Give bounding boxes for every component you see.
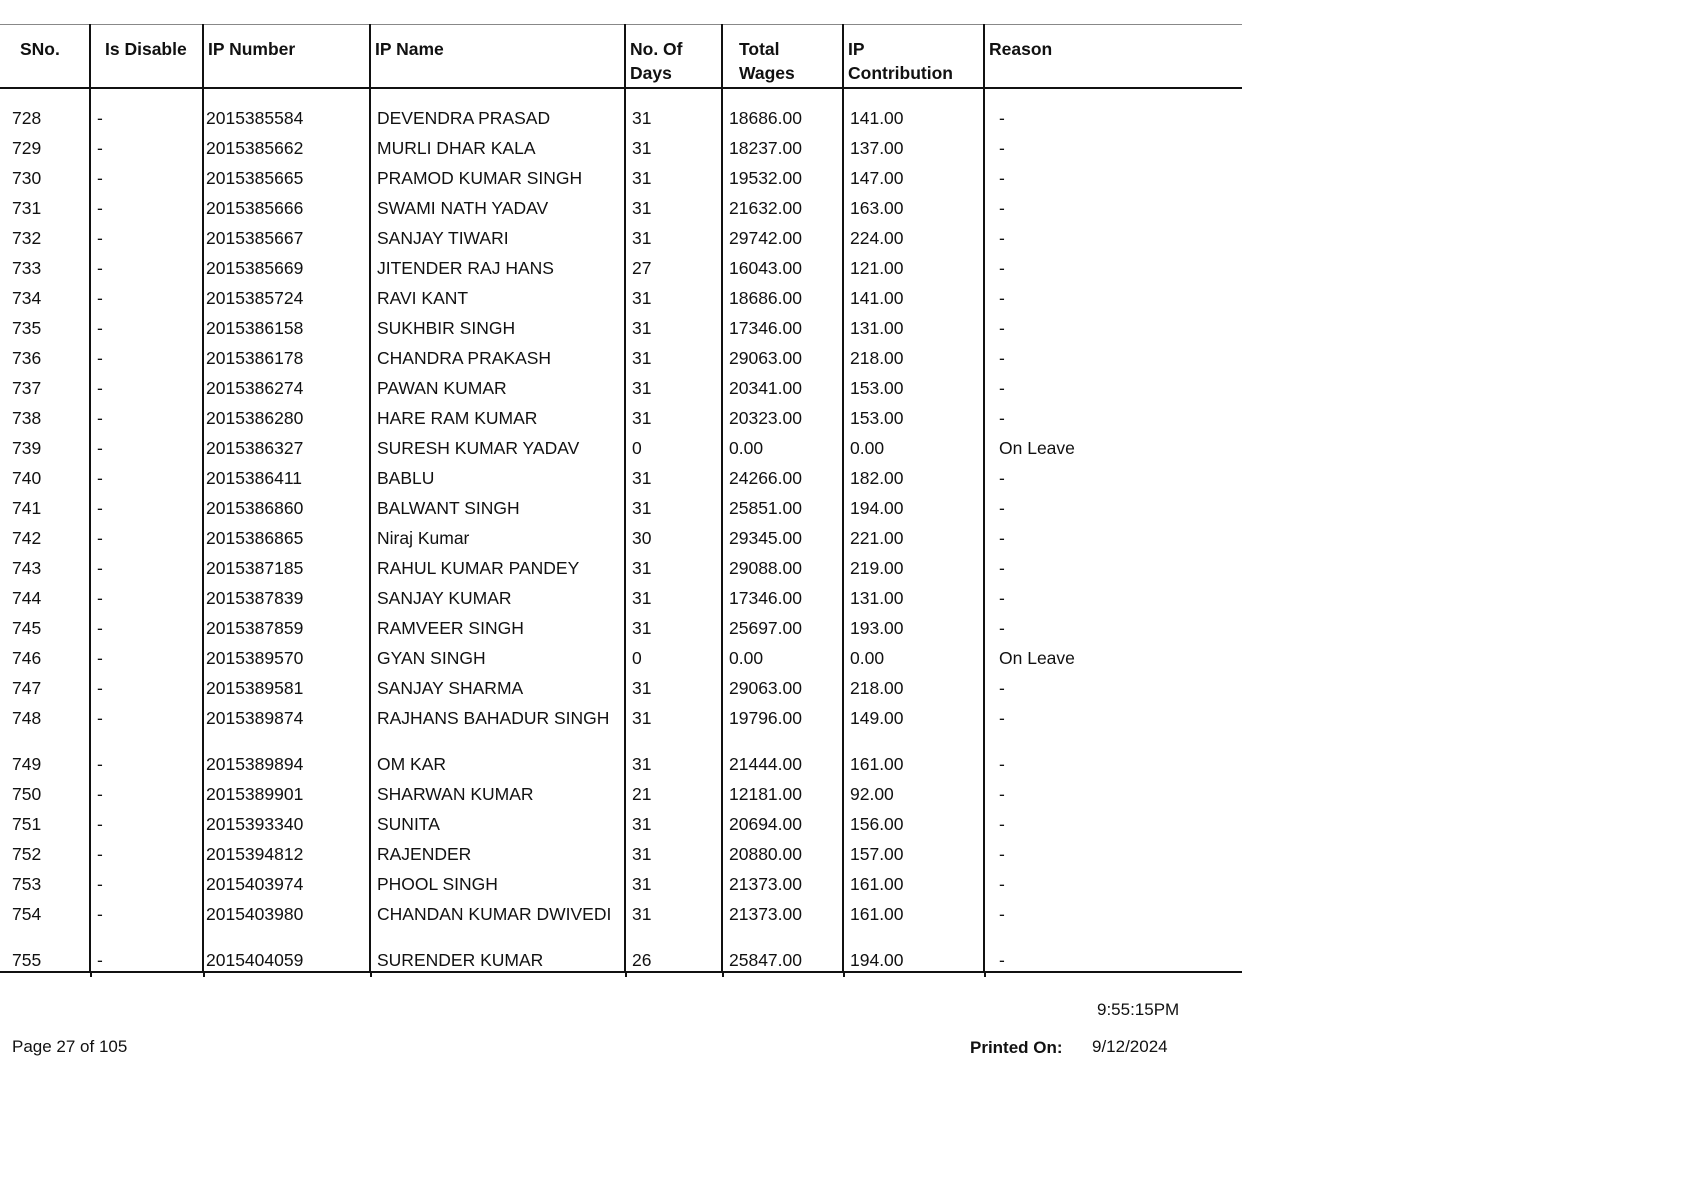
- cell-ip-contribution: 157.00: [843, 843, 984, 873]
- cell-is-disable: -: [90, 677, 203, 707]
- cell-ip-name: JITENDER RAJ HANS: [370, 257, 625, 287]
- cell-ip-name: SWAMI NATH YADAV: [370, 197, 625, 227]
- cell-ip-contribution: 163.00: [843, 197, 984, 227]
- cell-no-of-days: 31: [625, 497, 722, 527]
- column-divider-stub: [203, 972, 205, 977]
- cell-total-wages: 19796.00: [722, 707, 843, 753]
- cell-total-wages: 18686.00: [722, 287, 843, 317]
- cell-sno: 742: [12, 528, 42, 548]
- cell-reason: -: [984, 617, 1242, 647]
- header-ip-name: IP Name: [370, 25, 625, 89]
- cell-is-disable: -: [90, 557, 203, 587]
- cell-no-of-days: 31: [625, 617, 722, 647]
- cell-sno: 745: [12, 618, 42, 638]
- cell-is-disable: -: [90, 707, 203, 753]
- cell-ip-number: 2015394812: [203, 843, 370, 873]
- cell-ip-number: 2015386327: [203, 437, 370, 467]
- cell-reason: -: [984, 257, 1242, 287]
- cell-reason: -: [984, 167, 1242, 197]
- cell-ip-name: PAWAN KUMAR: [370, 377, 625, 407]
- cell-is-disable: -: [90, 753, 203, 783]
- cell-ip-number: 2015403974: [203, 873, 370, 903]
- cell-is-disable: -: [90, 317, 203, 347]
- header-is-disable: Is Disable: [90, 25, 203, 89]
- cell-no-of-days: 31: [625, 377, 722, 407]
- cell-no-of-days: 31: [625, 197, 722, 227]
- table-header-row: [0, 25, 1242, 89]
- cell-ip-contribution: 161.00: [843, 753, 984, 783]
- table-row: [0, 407, 1242, 437]
- cell-ip-contribution: 141.00: [843, 107, 984, 137]
- cell-ip-contribution: 182.00: [843, 467, 984, 497]
- table-body: [0, 88, 1242, 972]
- cell-reason: -: [984, 677, 1242, 707]
- header-no-of-days-line2: Days: [630, 63, 672, 83]
- cell-ip-contribution: 0.00: [843, 647, 984, 677]
- cell-no-of-days: 31: [625, 813, 722, 843]
- cell-is-disable: -: [90, 287, 203, 317]
- ip-contribution-table: [0, 24, 1242, 973]
- header-ip-contribution-line1: IP: [848, 39, 865, 59]
- cell-total-wages: 17346.00: [722, 317, 843, 347]
- cell-ip-contribution: 141.00: [843, 287, 984, 317]
- cell-sno: 730: [12, 168, 42, 188]
- cell-ip-name: SANJAY KUMAR: [370, 587, 625, 617]
- cell-total-wages: 29088.00: [722, 557, 843, 587]
- cell-ip-number: 2015385667: [203, 227, 370, 257]
- cell-sno: 754: [12, 904, 42, 924]
- column-divider-stub: [90, 972, 92, 977]
- cell-ip-number: 2015386158: [203, 317, 370, 347]
- cell-ip-contribution: 92.00: [843, 783, 984, 813]
- cell-ip-number: 2015386274: [203, 377, 370, 407]
- table-row: [0, 707, 1242, 753]
- cell-total-wages: 21444.00: [722, 753, 843, 783]
- cell-ip-name: SURENDER KUMAR: [370, 949, 625, 972]
- cell-sno: 749: [12, 754, 42, 774]
- cell-reason: -: [984, 527, 1242, 557]
- cell-ip-name: CHANDAN KUMAR DWIVEDI: [370, 903, 625, 949]
- cell-reason: -: [984, 467, 1242, 497]
- table-row: [0, 137, 1242, 167]
- cell-sno: 753: [12, 874, 42, 894]
- cell-ip-contribution: 218.00: [843, 347, 984, 377]
- cell-sno: 734: [12, 288, 42, 308]
- cell-no-of-days: 31: [625, 903, 722, 949]
- cell-reason: -: [984, 843, 1242, 873]
- cell-ip-number: 2015386411: [203, 467, 370, 497]
- cell-ip-number: 2015385665: [203, 167, 370, 197]
- table-row: [0, 287, 1242, 317]
- cell-ip-contribution: 224.00: [843, 227, 984, 257]
- contribution-report: [0, 24, 1242, 973]
- cell-no-of-days: 31: [625, 707, 722, 753]
- header-ip-number: IP Number: [203, 25, 370, 89]
- cell-ip-name: Niraj Kumar: [370, 527, 625, 557]
- cell-ip-contribution: 149.00: [843, 707, 984, 753]
- cell-ip-contribution: 121.00: [843, 257, 984, 287]
- cell-total-wages: 0.00: [722, 647, 843, 677]
- cell-ip-name: BABLU: [370, 467, 625, 497]
- cell-is-disable: -: [90, 873, 203, 903]
- cell-total-wages: 20694.00: [722, 813, 843, 843]
- cell-sno: 746: [12, 648, 42, 668]
- cell-ip-number: 2015389874: [203, 707, 370, 753]
- cell-ip-number: 2015385584: [203, 107, 370, 137]
- cell-no-of-days: 27: [625, 257, 722, 287]
- cell-no-of-days: 31: [625, 587, 722, 617]
- cell-ip-name: CHANDRA PRAKASH: [370, 347, 625, 377]
- cell-is-disable: -: [90, 813, 203, 843]
- cell-ip-contribution: 193.00: [843, 617, 984, 647]
- header-total-wages: [722, 25, 843, 89]
- cell-ip-name: RAMVEER SINGH: [370, 617, 625, 647]
- cell-total-wages: 25851.00: [722, 497, 843, 527]
- table-row: [0, 557, 1242, 587]
- cell-no-of-days: 31: [625, 137, 722, 167]
- cell-reason: -: [984, 753, 1242, 783]
- cell-ip-name: BALWANT SINGH: [370, 497, 625, 527]
- cell-ip-contribution: 147.00: [843, 167, 984, 197]
- cell-ip-name: SURESH KUMAR YADAV: [370, 437, 625, 467]
- cell-ip-name: GYAN SINGH: [370, 647, 625, 677]
- cell-ip-number: 2015386280: [203, 407, 370, 437]
- cell-ip-number: 2015387839: [203, 587, 370, 617]
- cell-reason: -: [984, 903, 1242, 949]
- header-total-wages-line1: Total: [739, 39, 780, 59]
- header-reason: Reason: [984, 25, 1242, 89]
- cell-no-of-days: 31: [625, 167, 722, 197]
- cell-ip-number: 2015386865: [203, 527, 370, 557]
- cell-no-of-days: 0: [625, 437, 722, 467]
- cell-reason: -: [984, 197, 1242, 227]
- cell-is-disable: -: [90, 437, 203, 467]
- cell-reason: -: [984, 287, 1242, 317]
- cell-total-wages: 29345.00: [722, 527, 843, 557]
- table-row: [0, 949, 1242, 972]
- cell-sno: 735: [12, 318, 42, 338]
- table-row: [0, 527, 1242, 557]
- cell-sno: 748: [12, 708, 42, 728]
- cell-sno: 731: [12, 198, 42, 218]
- printed-on-label: Printed On:: [970, 1038, 1063, 1057]
- cell-ip-contribution: 219.00: [843, 557, 984, 587]
- table-row: [0, 813, 1242, 843]
- cell-is-disable: -: [90, 587, 203, 617]
- cell-no-of-days: 31: [625, 467, 722, 497]
- cell-reason: -: [984, 707, 1242, 753]
- cell-ip-name: SUNITA: [370, 813, 625, 843]
- cell-reason: -: [984, 783, 1242, 813]
- cell-total-wages: 25847.00: [722, 949, 843, 972]
- cell-no-of-days: 31: [625, 407, 722, 437]
- cell-is-disable: -: [90, 197, 203, 227]
- cell-sno: 755: [0, 949, 90, 972]
- table-row: [0, 617, 1242, 647]
- cell-ip-contribution: 194.00: [843, 949, 984, 972]
- column-divider-stub: [625, 972, 627, 977]
- table-spacer-row: [0, 88, 1242, 107]
- table-row: [0, 783, 1242, 813]
- cell-ip-contribution: 161.00: [843, 873, 984, 903]
- cell-no-of-days: 31: [625, 557, 722, 587]
- cell-sno: 729: [12, 138, 42, 158]
- cell-no-of-days: 31: [625, 347, 722, 377]
- cell-sno: 738: [12, 408, 42, 428]
- cell-is-disable: -: [90, 107, 203, 137]
- cell-total-wages: 20341.00: [722, 377, 843, 407]
- table-row: [0, 437, 1242, 467]
- cell-ip-number: 2015385666: [203, 197, 370, 227]
- cell-is-disable: -: [90, 257, 203, 287]
- table-row: [0, 873, 1242, 903]
- cell-ip-contribution: 137.00: [843, 137, 984, 167]
- cell-no-of-days: 31: [625, 227, 722, 257]
- cell-sno: 737: [12, 378, 42, 398]
- cell-ip-number: 2015393340: [203, 813, 370, 843]
- cell-total-wages: 21373.00: [722, 873, 843, 903]
- table-row: [0, 257, 1242, 287]
- cell-ip-contribution: 153.00: [843, 407, 984, 437]
- cell-ip-contribution: 194.00: [843, 497, 984, 527]
- cell-sno: 739: [12, 438, 42, 458]
- page-number: Page 27 of 105: [12, 1037, 128, 1056]
- cell-total-wages: 25697.00: [722, 617, 843, 647]
- cell-ip-name: RAJHANS BAHADUR SINGH: [370, 707, 625, 753]
- cell-reason: On Leave: [984, 437, 1242, 467]
- cell-ip-name: PHOOL SINGH: [370, 873, 625, 903]
- cell-reason: -: [984, 813, 1242, 843]
- cell-sno: 752: [12, 844, 42, 864]
- cell-is-disable: -: [90, 347, 203, 377]
- cell-total-wages: 24266.00: [722, 467, 843, 497]
- cell-ip-contribution: 161.00: [843, 903, 984, 949]
- printed-on-date: 9/12/2024: [1092, 1037, 1168, 1056]
- header-ip-contribution: [843, 25, 984, 89]
- cell-total-wages: 29742.00: [722, 227, 843, 257]
- table-row: [0, 227, 1242, 257]
- column-divider-stub: [722, 972, 724, 977]
- cell-reason: -: [984, 137, 1242, 167]
- column-divider-stub: [984, 972, 986, 977]
- cell-no-of-days: 31: [625, 843, 722, 873]
- cell-is-disable: -: [90, 407, 203, 437]
- cell-sno: 743: [12, 558, 42, 578]
- cell-is-disable: -: [90, 497, 203, 527]
- cell-total-wages: 20880.00: [722, 843, 843, 873]
- cell-ip-number: 2015404059: [203, 949, 370, 972]
- cell-reason: -: [984, 497, 1242, 527]
- cell-no-of-days: 26: [625, 949, 722, 972]
- cell-reason: -: [984, 377, 1242, 407]
- cell-ip-number: 2015387185: [203, 557, 370, 587]
- cell-no-of-days: 31: [625, 873, 722, 903]
- table-row: [0, 467, 1242, 497]
- cell-no-of-days: 31: [625, 107, 722, 137]
- cell-sno: 751: [12, 814, 42, 834]
- cell-ip-number: 2015385669: [203, 257, 370, 287]
- cell-no-of-days: 31: [625, 677, 722, 707]
- cell-sno: 728: [12, 108, 42, 128]
- cell-ip-name: OM KAR: [370, 753, 625, 783]
- table-row: [0, 107, 1242, 137]
- printed-time: 9:55:15PM: [1097, 1000, 1180, 1019]
- column-divider-stub: [370, 972, 372, 977]
- table-row: [0, 647, 1242, 677]
- cell-total-wages: 29063.00: [722, 347, 843, 377]
- cell-ip-name: MURLI DHAR KALA: [370, 137, 625, 167]
- cell-sno: 744: [12, 588, 42, 608]
- cell-sno: 747: [12, 678, 42, 698]
- cell-ip-number: 2015403980: [203, 903, 370, 949]
- table-row: [0, 677, 1242, 707]
- cell-reason: -: [984, 587, 1242, 617]
- cell-ip-contribution: 153.00: [843, 377, 984, 407]
- cell-is-disable: -: [90, 377, 203, 407]
- cell-reason: -: [984, 557, 1242, 587]
- cell-ip-name: SUKHBIR SINGH: [370, 317, 625, 347]
- cell-ip-contribution: 0.00: [843, 437, 984, 467]
- cell-total-wages: 21373.00: [722, 903, 843, 949]
- cell-reason: -: [984, 317, 1242, 347]
- column-divider-stub: [843, 972, 845, 977]
- cell-is-disable: -: [90, 467, 203, 497]
- cell-sno: 736: [12, 348, 42, 368]
- cell-ip-number: 2015389570: [203, 647, 370, 677]
- cell-total-wages: 17346.00: [722, 587, 843, 617]
- table-row: [0, 903, 1242, 949]
- cell-total-wages: 19532.00: [722, 167, 843, 197]
- header-no-of-days-line1: No. Of: [630, 39, 683, 59]
- cell-reason: -: [984, 227, 1242, 257]
- cell-ip-number: 2015385662: [203, 137, 370, 167]
- cell-ip-name: HARE RAM KUMAR: [370, 407, 625, 437]
- cell-is-disable: -: [90, 167, 203, 197]
- cell-ip-contribution: 131.00: [843, 587, 984, 617]
- cell-reason: -: [984, 107, 1242, 137]
- cell-reason: -: [984, 949, 1242, 972]
- cell-ip-number: 2015385724: [203, 287, 370, 317]
- cell-ip-contribution: 131.00: [843, 317, 984, 347]
- cell-ip-number: 2015387859: [203, 617, 370, 647]
- cell-ip-name: SANJAY TIWARI: [370, 227, 625, 257]
- cell-ip-number: 2015389894: [203, 753, 370, 783]
- header-sno: SNo.: [0, 25, 90, 89]
- cell-sno: 740: [12, 468, 42, 488]
- cell-no-of-days: 31: [625, 317, 722, 347]
- cell-total-wages: 20323.00: [722, 407, 843, 437]
- cell-total-wages: 18686.00: [722, 107, 843, 137]
- table-row: [0, 347, 1242, 377]
- table-row: [0, 377, 1242, 407]
- header-no-of-days: [625, 25, 722, 89]
- cell-ip-contribution: 156.00: [843, 813, 984, 843]
- header-total-wages-line2: Wages: [739, 63, 795, 83]
- cell-no-of-days: 31: [625, 287, 722, 317]
- cell-no-of-days: 31: [625, 753, 722, 783]
- table-row: [0, 587, 1242, 617]
- cell-ip-number: 2015389581: [203, 677, 370, 707]
- table-row: [0, 497, 1242, 527]
- cell-total-wages: 16043.00: [722, 257, 843, 287]
- table-row: [0, 843, 1242, 873]
- header-ip-contribution-line2: Contribution: [848, 63, 953, 83]
- cell-no-of-days: 30: [625, 527, 722, 557]
- cell-total-wages: 29063.00: [722, 677, 843, 707]
- cell-is-disable: -: [90, 647, 203, 677]
- cell-ip-number: 2015386178: [203, 347, 370, 377]
- cell-is-disable: -: [90, 617, 203, 647]
- cell-ip-name: RAHUL KUMAR PANDEY: [370, 557, 625, 587]
- cell-total-wages: 18237.00: [722, 137, 843, 167]
- cell-is-disable: -: [90, 949, 203, 972]
- cell-ip-name: PRAMOD KUMAR SINGH: [370, 167, 625, 197]
- cell-ip-contribution: 221.00: [843, 527, 984, 557]
- cell-reason: On Leave: [984, 647, 1242, 677]
- cell-is-disable: -: [90, 137, 203, 167]
- cell-ip-name: SANJAY SHARMA: [370, 677, 625, 707]
- cell-sno: 732: [12, 228, 42, 248]
- cell-total-wages: 0.00: [722, 437, 843, 467]
- cell-is-disable: -: [90, 903, 203, 949]
- cell-sno: 733: [12, 258, 42, 278]
- cell-total-wages: 21632.00: [722, 197, 843, 227]
- cell-ip-name: SHARWAN KUMAR: [370, 783, 625, 813]
- cell-ip-number: 2015386860: [203, 497, 370, 527]
- cell-ip-contribution: 218.00: [843, 677, 984, 707]
- cell-is-disable: -: [90, 527, 203, 557]
- table-row: [0, 197, 1242, 227]
- cell-ip-number: 2015389901: [203, 783, 370, 813]
- cell-reason: -: [984, 407, 1242, 437]
- cell-ip-name: RAJENDER: [370, 843, 625, 873]
- cell-reason: -: [984, 347, 1242, 377]
- cell-total-wages: 12181.00: [722, 783, 843, 813]
- cell-sno: 741: [12, 498, 42, 518]
- table-row: [0, 317, 1242, 347]
- cell-is-disable: -: [90, 227, 203, 257]
- cell-is-disable: -: [90, 843, 203, 873]
- cell-no-of-days: 21: [625, 783, 722, 813]
- table-row: [0, 753, 1242, 783]
- table-row: [0, 167, 1242, 197]
- cell-sno: 750: [12, 784, 42, 804]
- cell-no-of-days: 0: [625, 647, 722, 677]
- cell-is-disable: -: [90, 783, 203, 813]
- cell-ip-name: DEVENDRA PRASAD: [370, 107, 625, 137]
- cell-ip-name: RAVI KANT: [370, 287, 625, 317]
- cell-reason: -: [984, 873, 1242, 903]
